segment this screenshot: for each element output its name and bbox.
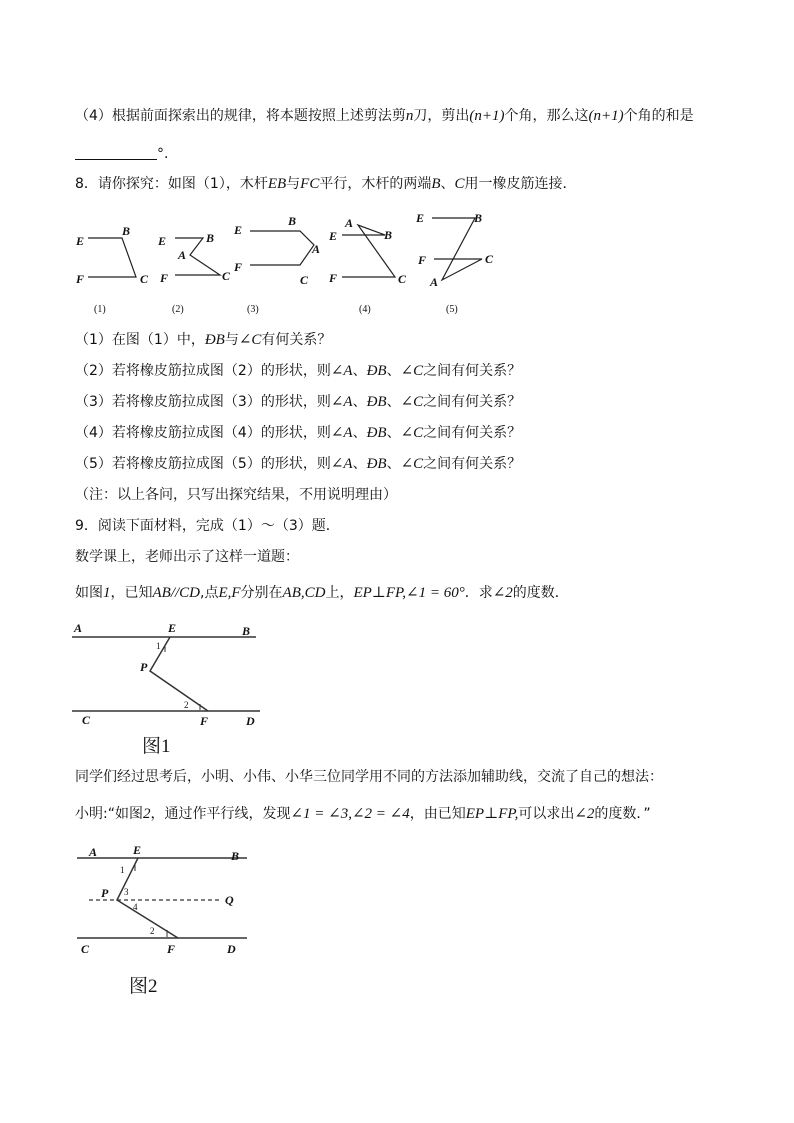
text: 个角的和是 bbox=[623, 108, 694, 124]
text: 、 bbox=[386, 363, 401, 379]
label-E: E bbox=[168, 621, 177, 635]
math-angle-A: ∠A bbox=[330, 363, 353, 379]
q7-part4-line2 bbox=[75, 144, 168, 164]
text: ，通过作平行线，发现 bbox=[150, 806, 291, 822]
text: ,点 bbox=[200, 585, 219, 601]
q9-xiaoming bbox=[75, 804, 651, 824]
math-angle-B: ÐB bbox=[366, 363, 387, 379]
math-angle-B: ÐB bbox=[366, 425, 387, 441]
label-angle-1: 1 bbox=[120, 865, 125, 875]
label-B: B bbox=[231, 849, 240, 863]
answer-blank[interactable] bbox=[75, 145, 157, 160]
text: 、 bbox=[386, 425, 401, 441]
text: 可以求出 bbox=[518, 806, 575, 822]
fig5-shape bbox=[432, 218, 482, 280]
label-B: B bbox=[474, 211, 483, 225]
text: （5）若将橡皮筋拉成图（5）的形状，则 bbox=[75, 456, 331, 472]
figure-2-caption: 图2 bbox=[129, 976, 158, 997]
label-angle-2: 2 bbox=[184, 700, 189, 710]
caption-4: (4) bbox=[359, 304, 371, 315]
math-angle-2: ∠2 bbox=[574, 806, 595, 822]
q9-problem bbox=[75, 583, 569, 603]
text: 之间有何关系？ bbox=[423, 394, 522, 410]
label-D: D bbox=[227, 942, 236, 956]
label-E: E bbox=[76, 234, 85, 248]
q8-sub1 bbox=[75, 330, 331, 350]
label-A: A bbox=[430, 275, 439, 289]
text: （3）若将橡皮筋拉成图（3）的形状，则 bbox=[75, 394, 331, 410]
text: 、 bbox=[386, 456, 401, 472]
math-n-plus-1: (n+1) bbox=[469, 108, 505, 124]
text: 同学们经过思考后，小明、小伟、小华三位同学用不同的方法添加辅助线，交流了自己的想法： bbox=[75, 769, 663, 785]
label-angle-2: 2 bbox=[150, 926, 155, 936]
text: 、 bbox=[440, 176, 455, 192]
text: 9．阅读下面材料，完成（1）～（3）题． bbox=[75, 518, 340, 534]
text: 如图 bbox=[75, 585, 103, 601]
label-C: C bbox=[81, 942, 90, 956]
text: 之间有何关系？ bbox=[423, 456, 522, 472]
math: 1 bbox=[103, 585, 111, 601]
text: 、 bbox=[352, 363, 367, 379]
text: 个角，那么这 bbox=[504, 108, 589, 124]
label-C: C bbox=[222, 269, 231, 283]
label-A: A bbox=[345, 216, 354, 230]
text: 之间有何关系？ bbox=[423, 363, 522, 379]
math-C: C bbox=[454, 176, 465, 192]
q8-note bbox=[75, 485, 397, 505]
label-F: F bbox=[167, 942, 176, 956]
math-angle-C: ∠C bbox=[400, 363, 424, 379]
math-angle-A: ∠A bbox=[330, 425, 353, 441]
caption-2: (2) bbox=[172, 304, 184, 315]
text: ，由已知 bbox=[409, 806, 466, 822]
label-A: A bbox=[312, 242, 321, 256]
label-C: C bbox=[398, 272, 407, 286]
caption-5: (5) bbox=[446, 304, 458, 315]
math-condition: EP⊥FP,∠1 = 60° bbox=[353, 585, 465, 601]
caption-3: (3) bbox=[247, 304, 259, 315]
label-F: F bbox=[234, 260, 243, 274]
q8-sub4 bbox=[75, 423, 521, 443]
label-B: B bbox=[288, 214, 297, 228]
text: 分别在 bbox=[240, 585, 283, 601]
label-B: B bbox=[122, 224, 131, 238]
q8-stem bbox=[75, 174, 577, 194]
label-F: F bbox=[160, 271, 169, 285]
q8-sub3 bbox=[75, 392, 521, 412]
label-P: P bbox=[101, 886, 109, 900]
text: （4）根据前面探索出的规律，将本题按照上述剪法剪 bbox=[75, 108, 406, 124]
text: 、 bbox=[386, 394, 401, 410]
text: 有何关系？ bbox=[261, 332, 332, 348]
text: °. bbox=[157, 146, 169, 162]
label-B: B bbox=[384, 228, 393, 242]
label-F: F bbox=[76, 272, 85, 286]
text: 与 bbox=[224, 332, 239, 348]
label-C: C bbox=[82, 713, 91, 727]
text: 、 bbox=[352, 456, 367, 472]
math-angle-C: ∠C bbox=[400, 425, 424, 441]
q7-part4-line1 bbox=[75, 106, 694, 126]
math-angle-B: ÐB bbox=[366, 456, 387, 472]
label-F: F bbox=[200, 714, 209, 728]
math-angle-C: ∠C bbox=[400, 394, 424, 410]
label-B: B bbox=[206, 231, 215, 245]
q9-intro bbox=[75, 547, 299, 567]
text: 、 bbox=[352, 425, 367, 441]
label-P: P bbox=[140, 660, 148, 674]
text: （注：以上各问，只写出探究结果，不用说明理由） bbox=[75, 487, 397, 503]
label-E: E bbox=[234, 223, 243, 237]
label-E: E bbox=[133, 843, 142, 857]
text: 与 bbox=[286, 176, 301, 192]
label-A: A bbox=[74, 621, 83, 635]
math-angle-relations: ∠1 = ∠3,∠2 = ∠4 bbox=[290, 806, 410, 822]
math-AB-parallel-CD: AB//CD bbox=[152, 585, 200, 601]
label-E: E bbox=[329, 229, 338, 243]
text: 的度数． bbox=[512, 585, 569, 601]
math-angle-A: ∠A bbox=[330, 394, 353, 410]
caption-1: (1) bbox=[94, 304, 106, 315]
text: （1）在图（1）中， bbox=[75, 332, 205, 348]
math-angle-A: ∠A bbox=[330, 456, 353, 472]
q8-sub5 bbox=[75, 454, 521, 474]
label-angle-4: 4 bbox=[133, 902, 138, 912]
text: 小明:“如图 bbox=[75, 806, 143, 822]
text: 数学课上，老师出示了这样一道题： bbox=[75, 549, 299, 565]
text: （2）若将橡皮筋拉成图（2）的形状，则 bbox=[75, 363, 331, 379]
label-angle-1: 1 bbox=[156, 641, 161, 651]
label-E: E bbox=[158, 234, 167, 248]
label-A: A bbox=[178, 248, 187, 262]
q9-discussion bbox=[75, 767, 663, 787]
q8-sub2 bbox=[75, 361, 521, 381]
math-n: n bbox=[405, 108, 414, 124]
math-AB-CD: AB,CD bbox=[282, 585, 326, 601]
math-EB: EB bbox=[267, 176, 287, 192]
math-E-F: E,F bbox=[218, 585, 241, 601]
math: 2 bbox=[142, 806, 151, 822]
math-angle-B: ÐB bbox=[204, 332, 225, 348]
math-n-plus-1: (n+1) bbox=[588, 108, 624, 124]
text: ，已知 bbox=[110, 585, 153, 601]
text: 用一橡皮筋连接． bbox=[464, 176, 577, 192]
label-angle-3: 3 bbox=[124, 887, 129, 897]
label-Q: Q bbox=[225, 893, 234, 907]
text: 、 bbox=[352, 394, 367, 410]
text: 刀，剪出 bbox=[413, 108, 470, 124]
text: 8．请你探究：如图（1），木杆 bbox=[75, 176, 268, 192]
math-B: B bbox=[431, 176, 441, 192]
math-angle-C: ∠C bbox=[238, 332, 262, 348]
label-D: D bbox=[246, 714, 255, 728]
fig1-shape bbox=[88, 238, 136, 277]
math-condition: EP⊥FP, bbox=[465, 806, 519, 822]
text: 上， bbox=[325, 585, 354, 601]
label-C: C bbox=[485, 252, 494, 266]
math-angle-2: ∠2 bbox=[492, 585, 513, 601]
q8-figures bbox=[70, 205, 520, 317]
figure-2 bbox=[75, 838, 265, 1000]
polyline-EPF bbox=[117, 858, 178, 938]
math-FC: FC bbox=[300, 176, 320, 192]
label-F: F bbox=[329, 271, 338, 285]
label-E: E bbox=[416, 211, 425, 225]
fig3-shape bbox=[250, 231, 314, 265]
text: 的度数．” bbox=[594, 806, 651, 822]
math-angle-C: ∠C bbox=[400, 456, 424, 472]
figure-1-caption: 图1 bbox=[142, 736, 171, 757]
label-B: B bbox=[242, 624, 251, 638]
label-A: A bbox=[89, 845, 98, 859]
label-C: C bbox=[140, 272, 149, 286]
text: 之间有何关系？ bbox=[423, 425, 522, 441]
text: ．求 bbox=[464, 585, 493, 601]
math-angle-B: ÐB bbox=[366, 394, 387, 410]
q9-stem bbox=[75, 516, 340, 536]
text: （4）若将橡皮筋拉成图（4）的形状，则 bbox=[75, 425, 331, 441]
label-C: C bbox=[300, 273, 309, 287]
text: 平行，木杆的两端 bbox=[319, 176, 432, 192]
label-F: F bbox=[418, 253, 427, 267]
figure-1 bbox=[70, 615, 270, 760]
